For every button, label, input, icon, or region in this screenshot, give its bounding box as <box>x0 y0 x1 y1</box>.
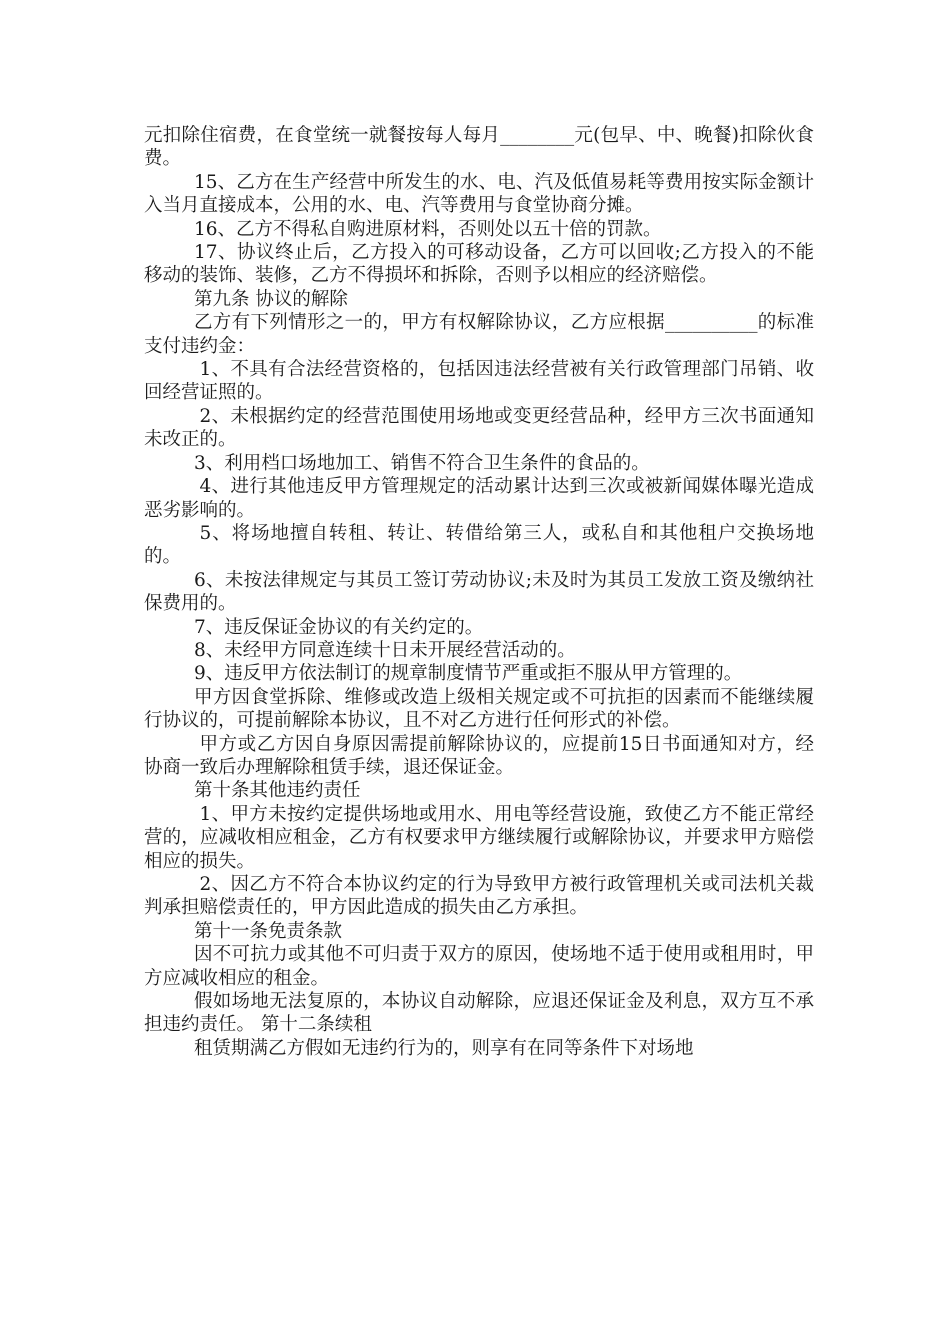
paragraph-20: 2、因乙方不符合本协议约定的行为导致甲方被行政管理机关或司法机关裁判承担赔偿责任的，甲方因此造成的损失由乙方承担。 <box>144 874 814 919</box>
paragraph-24: 租赁期满乙方假如无违约行为的，则享有在同等条件下对场地 <box>193 1037 694 1059</box>
paragraph-17: 甲方或乙方因自身原因需提前解除协议的，应提前15日书面通知对方，经协商一致后办理解除租赁手续，退还保证金。 <box>144 733 814 778</box>
paragraph-16: 甲方因食堂拆除、维修或改造上级相关规定或不可抗拒的因素而不能继续履行协议的，可提前解除本协议，且不对乙方进行任何形式的补偿。 <box>144 686 814 732</box>
paragraph-3: 16、乙方不得私自购进原材料，否则处以五十倍的罚款。 <box>193 218 662 240</box>
list-item-1: 1、不具有合法经营资格的，包括因违法经营被有关行政管理部门吊销、收回经营证照的。 <box>144 359 814 404</box>
paragraph-2: 15、乙方在生产经营中所发生的水、电、汽及低值易耗等费用按实际金额计入当月直接成本，公用的水、电、汽等费用与食堂协商分摊。 <box>144 171 814 217</box>
list-item-2: 2、未根据约定的经营范围使用场地或变更经营品种，经甲方三次书面通知未改正的。 <box>144 405 814 451</box>
section-heading-11: 第十一条免责条款 <box>193 920 342 942</box>
list-item-3: 3、利用档口场地加工、销售不符合卫生条件的食品的。 <box>193 452 650 474</box>
document-body <box>144 124 814 1060</box>
paragraph-23: 假如场地无法复原的，本协议自动解除，应退还保证金及利息，双方互不承担违约责任。 第十二条续租 <box>144 991 814 1036</box>
list-item-6: 6、未按法律规定与其员工签订劳动协议;未及时为其员工发放工资及缴纳社保费用的。 <box>144 569 814 615</box>
list-item-5: 5、将场地擅自转租、转让、转借给第三人，或私自和其他租户交换场地的。 <box>144 522 814 568</box>
paragraph-22: 因不可抗力或其他不可归责于双方的原因，使场地不适于使用或租用时，甲方应减收相应的租金。 <box>144 944 814 989</box>
list-item-9: 9、违反甲方依法制订的规章制度情节严重或拒不服从甲方管理的。 <box>193 663 743 685</box>
paragraph-19: 1、甲方未按约定提供场地或用水、用电等经营设施，致使乙方不能正常经营的，应减收相应租金，乙方有权要求甲方继续履行或解除协议，并要求甲方赔偿相应的损失。 <box>144 803 814 872</box>
section-heading-9: 第九条 协议的解除 <box>193 288 348 310</box>
list-item-8: 8、未经甲方同意连续十日未开展经营活动的。 <box>193 639 576 661</box>
list-item-7: 7、违反保证金协议的有关约定的。 <box>193 616 484 638</box>
paragraph-4: 17、协议终止后，乙方投入的可移动设备，乙方可以回收;乙方投入的不能移动的装饰、装修，乙方不得损坏和拆除，否则予以相应的经济赔偿。 <box>144 242 814 287</box>
paragraph-6: 乙方有下列情形之一的，甲方有权解除协议，乙方应根据__________的标准支付违约金： <box>144 312 814 357</box>
section-heading-10: 第十条其他违约责任 <box>193 780 361 802</box>
paragraph-1: 元扣除住宿费，在食堂统一就餐按每人每月________元(包早、中、晚餐)扣除伙食费。 <box>144 125 814 170</box>
list-item-4: 4、进行其他违反甲方管理规定的活动累计达到三次或被新闻媒体曝光造成恶劣影响的。 <box>144 476 814 521</box>
